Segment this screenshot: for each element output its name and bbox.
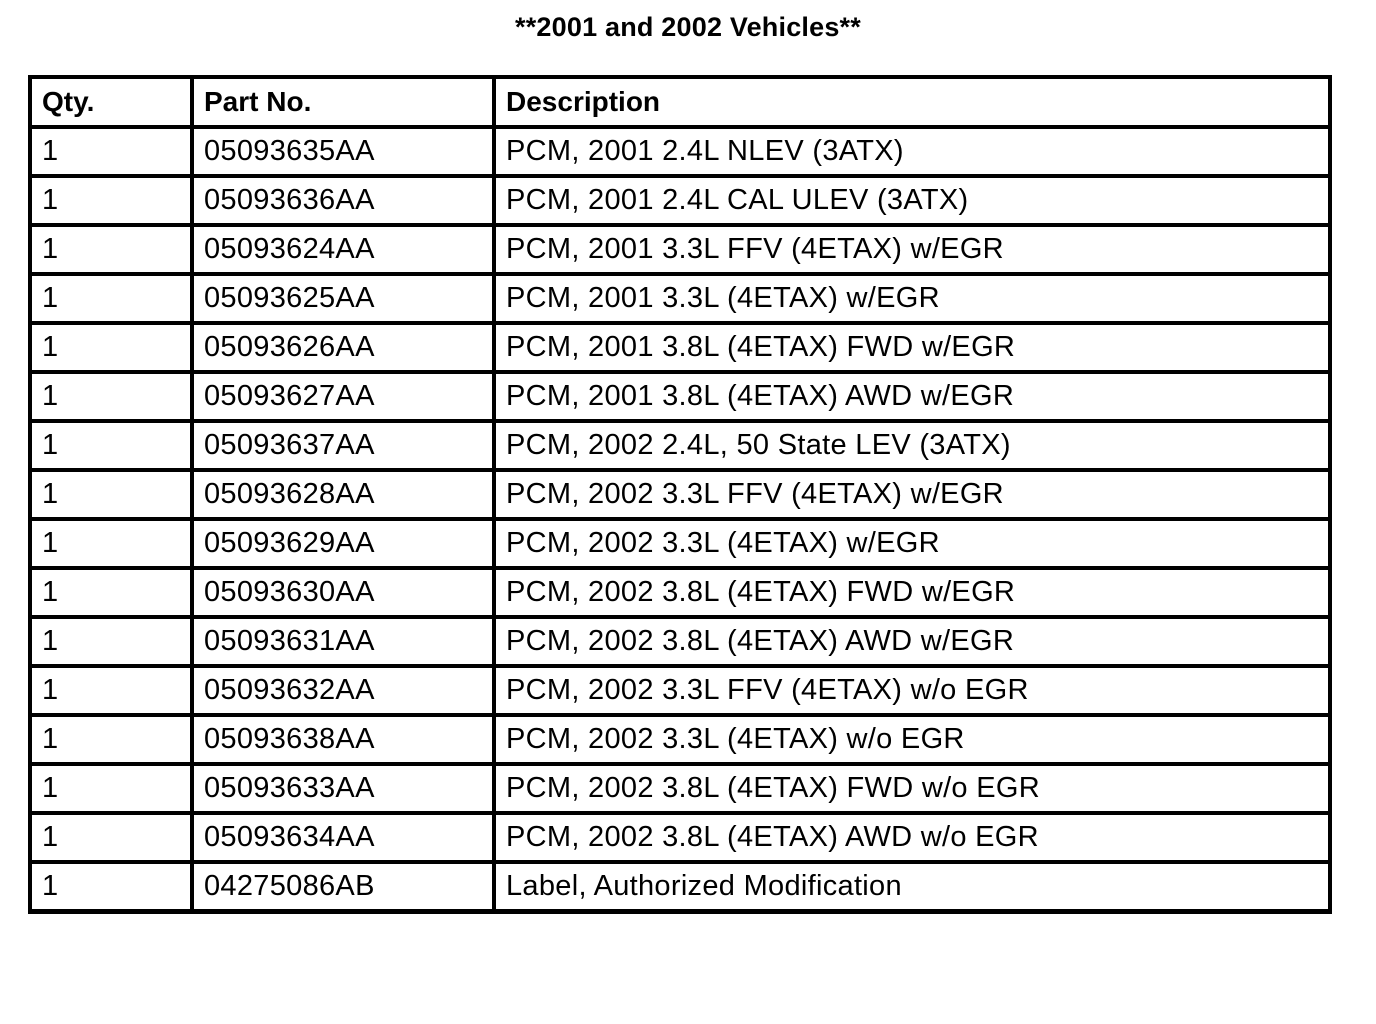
part-number-cell: 05093631AA xyxy=(192,617,494,666)
description-cell: PCM, 2002 3.8L (4ETAX) AWD w/EGR xyxy=(494,617,1330,666)
table-row xyxy=(30,764,1330,813)
part-number-cell: 05093629AA xyxy=(192,519,494,568)
part-number-cell: 05093624AA xyxy=(192,225,494,274)
description-cell: PCM, 2001 3.3L (4ETAX) w/EGR xyxy=(494,274,1330,323)
qty-cell: 1 xyxy=(30,127,192,176)
table-row xyxy=(30,666,1330,715)
qty-cell: 1 xyxy=(30,764,192,813)
qty-cell: 1 xyxy=(30,666,192,715)
qty-cell: 1 xyxy=(30,421,192,470)
description-column-header: Description xyxy=(494,77,1330,127)
description-cell: PCM, 2002 3.3L (4ETAX) w/o EGR xyxy=(494,715,1330,764)
part-number-cell: 05093637AA xyxy=(192,421,494,470)
qty-cell: 1 xyxy=(30,617,192,666)
description-cell: PCM, 2001 3.8L (4ETAX) FWD w/EGR xyxy=(494,323,1330,372)
description-cell: PCM, 2001 3.3L FFV (4ETAX) w/EGR xyxy=(494,225,1330,274)
qty-cell: 1 xyxy=(30,862,192,912)
qty-cell: 1 xyxy=(30,176,192,225)
table-row xyxy=(30,813,1330,862)
description-cell: PCM, 2001 2.4L NLEV (3ATX) xyxy=(494,127,1330,176)
part-number-cell: 05093628AA xyxy=(192,470,494,519)
table-header-row xyxy=(30,77,1330,127)
qty-cell: 1 xyxy=(30,519,192,568)
part-number-column-header: Part No. xyxy=(192,77,494,127)
description-cell: PCM, 2001 2.4L CAL ULEV (3ATX) xyxy=(494,176,1330,225)
table-row xyxy=(30,176,1330,225)
description-cell: PCM, 2002 3.8L (4ETAX) AWD w/o EGR xyxy=(494,813,1330,862)
table-row xyxy=(30,617,1330,666)
table-row xyxy=(30,323,1330,372)
qty-cell: 1 xyxy=(30,715,192,764)
part-number-cell: 05093633AA xyxy=(192,764,494,813)
table-row xyxy=(30,274,1330,323)
part-number-cell: 05093638AA xyxy=(192,715,494,764)
description-cell: PCM, 2002 3.3L FFV (4ETAX) w/EGR xyxy=(494,470,1330,519)
table-row xyxy=(30,568,1330,617)
parts-table xyxy=(28,75,1332,914)
part-number-cell: 05093627AA xyxy=(192,372,494,421)
table-row xyxy=(30,715,1330,764)
description-cell: PCM, 2002 3.3L FFV (4ETAX) w/o EGR xyxy=(494,666,1330,715)
part-number-cell: 05093636AA xyxy=(192,176,494,225)
description-cell: PCM, 2002 3.8L (4ETAX) FWD w/EGR xyxy=(494,568,1330,617)
qty-cell: 1 xyxy=(30,470,192,519)
part-number-cell: 05093630AA xyxy=(192,568,494,617)
description-cell: PCM, 2002 3.8L (4ETAX) FWD w/o EGR xyxy=(494,764,1330,813)
qty-cell: 1 xyxy=(30,274,192,323)
part-number-cell: 05093635AA xyxy=(192,127,494,176)
table-row xyxy=(30,127,1330,176)
table-row xyxy=(30,519,1330,568)
part-number-cell: 05093632AA xyxy=(192,666,494,715)
description-cell: PCM, 2002 3.3L (4ETAX) w/EGR xyxy=(494,519,1330,568)
part-number-cell: 05093626AA xyxy=(192,323,494,372)
qty-cell: 1 xyxy=(30,813,192,862)
qty-cell: 1 xyxy=(30,323,192,372)
description-cell: PCM, 2001 3.8L (4ETAX) AWD w/EGR xyxy=(494,372,1330,421)
qty-cell: 1 xyxy=(30,568,192,617)
description-cell: PCM, 2002 2.4L, 50 State LEV (3ATX) xyxy=(494,421,1330,470)
part-number-cell: 05093634AA xyxy=(192,813,494,862)
parts-table-body xyxy=(30,127,1330,912)
table-row xyxy=(30,225,1330,274)
table-row xyxy=(30,862,1330,912)
qty-column-header: Qty. xyxy=(30,77,192,127)
part-number-cell: 04275086AB xyxy=(192,862,494,912)
table-row xyxy=(30,470,1330,519)
qty-cell: 1 xyxy=(30,372,192,421)
qty-cell: 1 xyxy=(30,225,192,274)
description-cell: Label, Authorized Modification xyxy=(494,862,1330,912)
part-number-cell: 05093625AA xyxy=(192,274,494,323)
table-row xyxy=(30,421,1330,470)
table-row xyxy=(30,372,1330,421)
page-title: **2001 and 2002 Vehicles** xyxy=(515,12,861,42)
